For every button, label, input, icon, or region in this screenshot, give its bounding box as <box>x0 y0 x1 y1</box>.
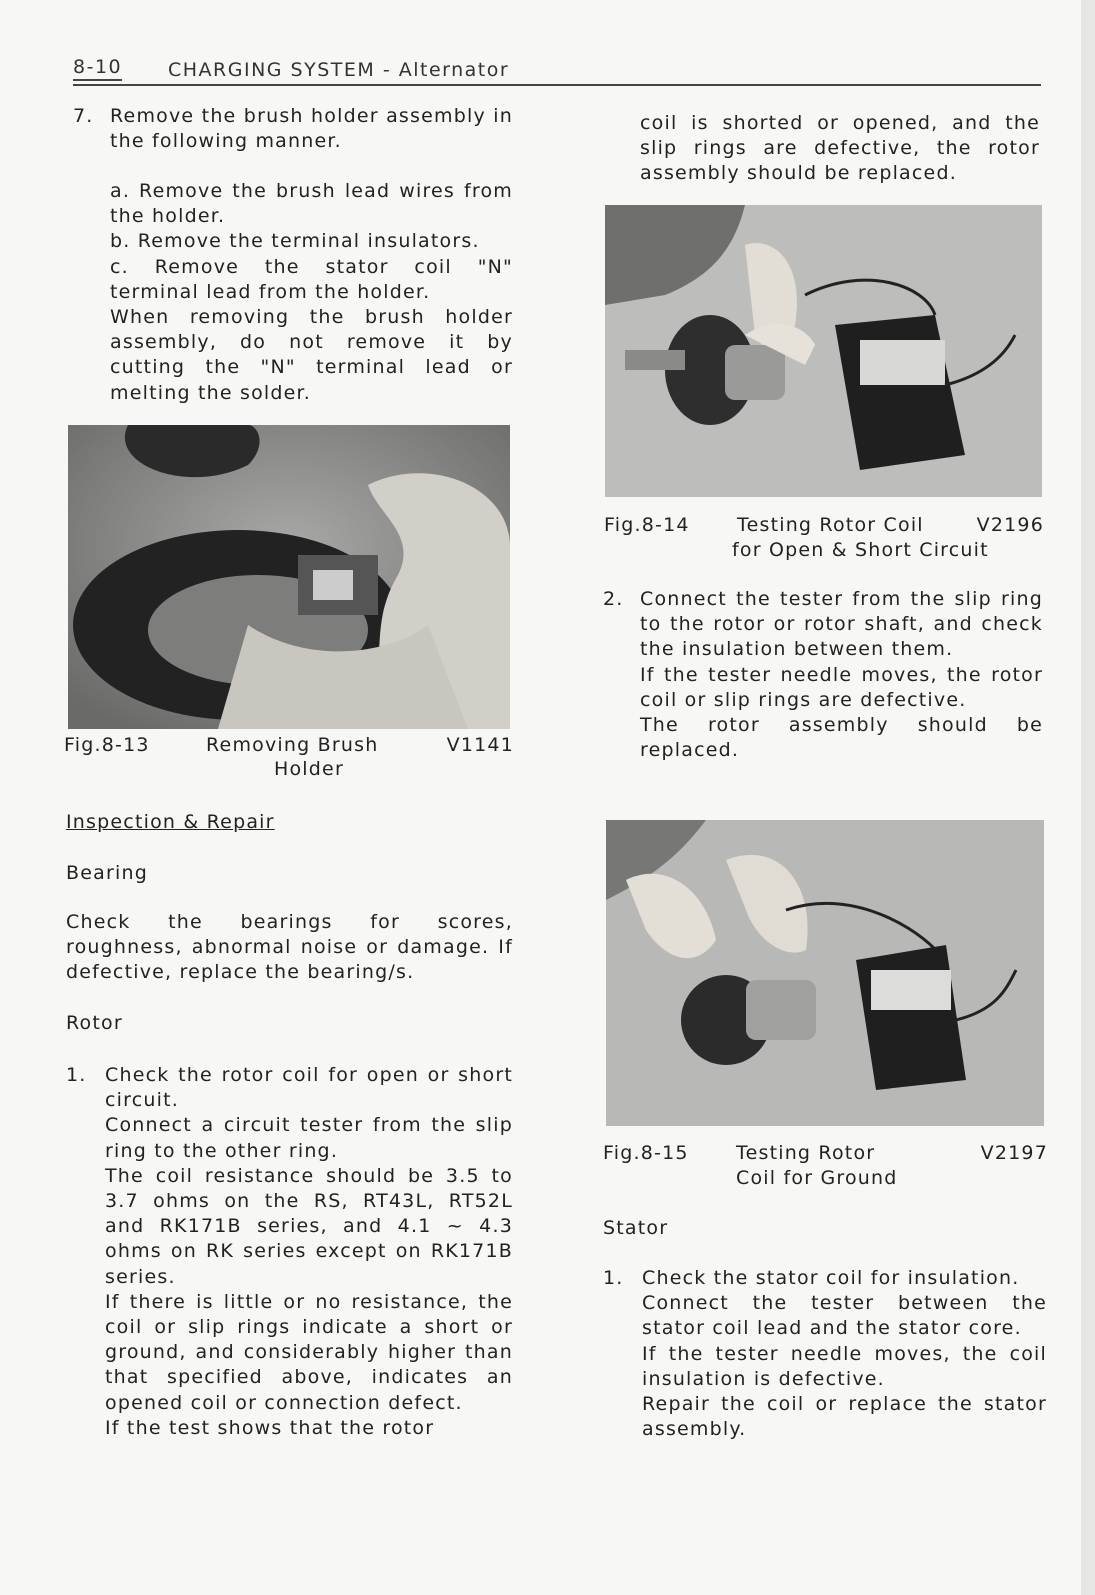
figure-8-15-title-line1: Testing Rotor <box>736 1142 876 1164</box>
rotor-coil-test-photo <box>605 205 1042 497</box>
substep-b: b. Remove the terminal insulators. <box>110 230 480 253</box>
removal-note: When removing the brush holder assembly, do not remove it by cutting the "N" terminal lead or melting the solder. <box>110 306 513 404</box>
substep-a: a. Remove the brush lead wires from the holder. <box>110 180 513 228</box>
stator-step-1-p3: If the tester needle moves, the coil insulation is defective. <box>642 1342 1047 1390</box>
rotor-ground-test-photo <box>606 820 1044 1126</box>
page-edge-shadow <box>1081 0 1095 1595</box>
figure-8-14-code: V2196 <box>976 514 1044 536</box>
figure-8-15-photo <box>606 820 1044 1126</box>
rotor-step-1-p1: Check the rotor coil for open or short circuit. <box>105 1064 513 1112</box>
substep-c: c. Remove the stator coil "N" terminal lead from the holder. <box>110 255 513 303</box>
figure-8-15-code: V2197 <box>980 1142 1048 1164</box>
rotor-step-2-p3: The rotor assembly should be replaced. <box>640 714 1043 762</box>
rotor-step-1-p5: If the test shows that the rotor <box>105 1416 435 1439</box>
step-7-number: 7. <box>73 105 94 127</box>
figure-8-15-number: Fig.8-15 <box>603 1142 689 1164</box>
rotor-continued-text: coil is shorted or opened, and the slip rings are defective, the rotor assembly should be replaced. <box>640 112 1040 185</box>
figure-8-13-photo <box>68 425 510 729</box>
rotor-step-1-p2: Connect a circuit tester from the slip ring to the other ring. <box>105 1114 513 1162</box>
rotor-step-2 <box>640 587 1043 763</box>
stator-step-1 <box>642 1266 1047 1442</box>
figure-8-13-title-line2: Holder <box>274 758 344 780</box>
rotor-step-2-p1: Connect the tester from the slip ring to the rotor or rotor shaft, and check the insulation between them. <box>640 588 1043 661</box>
rotor-step-2-p2: If the tester needle moves, the rotor coil or slip rings are defective. <box>640 663 1043 711</box>
figure-8-15-title-line2: Coil for Ground <box>736 1167 898 1189</box>
step-7 <box>73 104 513 154</box>
stator-step-1-number: 1. <box>603 1267 624 1289</box>
bearing-heading: Bearing <box>66 862 148 884</box>
step-7-text: Remove the brush holder assembly in the following manner. <box>110 105 513 153</box>
rotor-heading: Rotor <box>66 1012 123 1034</box>
figure-8-14-title-line2: for Open & Short Circuit <box>732 539 989 561</box>
figure-8-14-caption <box>604 513 1044 565</box>
figure-8-13-number: Fig.8-13 <box>64 734 150 756</box>
page-number: 8-10 <box>73 56 122 81</box>
rotor-step-1-p4: If there is little or no resistance, the coil or slip rings indicate a short or ground, and considerably higher than that specified above, indicates an opened coil or connection defect. <box>105 1290 513 1414</box>
rotor-step-1-p3: The coil resistance should be 3.5 to 3.7 ohms on the RS, RT43L, RT52L and RK171B series, and 4.1 ~ 4.3 ohms on RK series except on RK171B series. <box>105 1164 513 1288</box>
stator-step-1-p4: Repair the coil or replace the stator assembly. <box>642 1393 1047 1441</box>
inspection-repair-heading: Inspection & Repair <box>66 811 275 833</box>
page-header <box>73 56 1041 86</box>
figure-8-14-number: Fig.8-14 <box>604 514 690 536</box>
rotor-step-2-number: 2. <box>603 588 624 610</box>
page-title: CHARGING SYSTEM - Alternator <box>168 59 510 81</box>
figure-8-14-title-line1: Testing Rotor Coil <box>737 514 924 536</box>
figure-8-14-photo <box>605 205 1042 497</box>
stator-step-1-p1: Check the stator coil for insulation. <box>642 1267 1020 1289</box>
figure-8-13-title-line1: Removing Brush <box>206 734 379 756</box>
stator-step-1-p2: Connect the tester between the stator coil lead and the stator core. <box>642 1292 1047 1340</box>
rotor-step-1-number: 1. <box>66 1064 87 1086</box>
figure-8-15-caption <box>603 1141 1048 1193</box>
brush-holder-photo <box>68 425 510 729</box>
figure-8-13-code: V1141 <box>446 734 514 756</box>
stator-heading: Stator <box>603 1217 669 1239</box>
step-7-substeps <box>110 179 513 406</box>
rotor-step-1 <box>105 1063 513 1441</box>
bearing-text: Check the bearings for scores, roughness, abnormal noise or damage. If defective, replace the bearing/s. <box>66 911 513 984</box>
figure-8-13-caption <box>64 733 514 785</box>
